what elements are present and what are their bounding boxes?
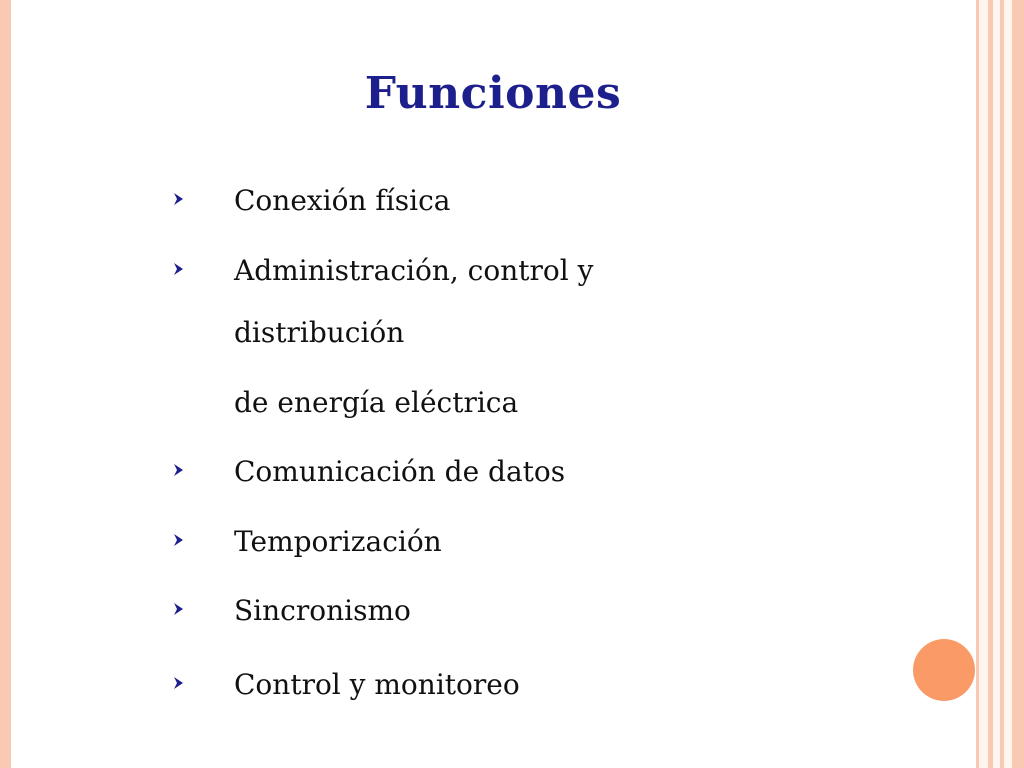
arrow-bullet-icon (172, 675, 186, 691)
bullet-item-comunicacion (172, 452, 872, 492)
bullet-item-label: Sincronismo (234, 594, 411, 627)
bullet-item-label: Control y monitoreo (234, 668, 520, 701)
bullet-item-label: Comunicación de datos (234, 455, 566, 488)
arrow-bullet-icon (172, 261, 186, 277)
bullet-item-sincronismo (172, 591, 872, 631)
bullet-item-administracion (172, 251, 872, 291)
stripe (1004, 0, 1012, 768)
stripe (1012, 0, 1024, 768)
bullet-item-label: Conexión física (234, 184, 451, 217)
continuation-line: distribución (234, 316, 405, 349)
arrow-bullet-icon (172, 462, 186, 478)
stripe (993, 0, 1000, 768)
bullet-item-label: Administración, control y (234, 254, 594, 287)
bullet-item-control (172, 665, 872, 705)
arrow-bullet-icon (172, 191, 186, 207)
continuation-line: de energía eléctrica (234, 386, 519, 419)
slide-title: Funciones (364, 68, 622, 119)
bullet-item-label: Temporización (234, 525, 442, 558)
orange-circle-decoration (913, 639, 975, 701)
arrow-bullet-icon (172, 532, 186, 548)
bullet-item-temporizacion (172, 522, 872, 562)
arrow-bullet-icon (172, 601, 186, 617)
bullet-item-conexion (172, 181, 872, 221)
